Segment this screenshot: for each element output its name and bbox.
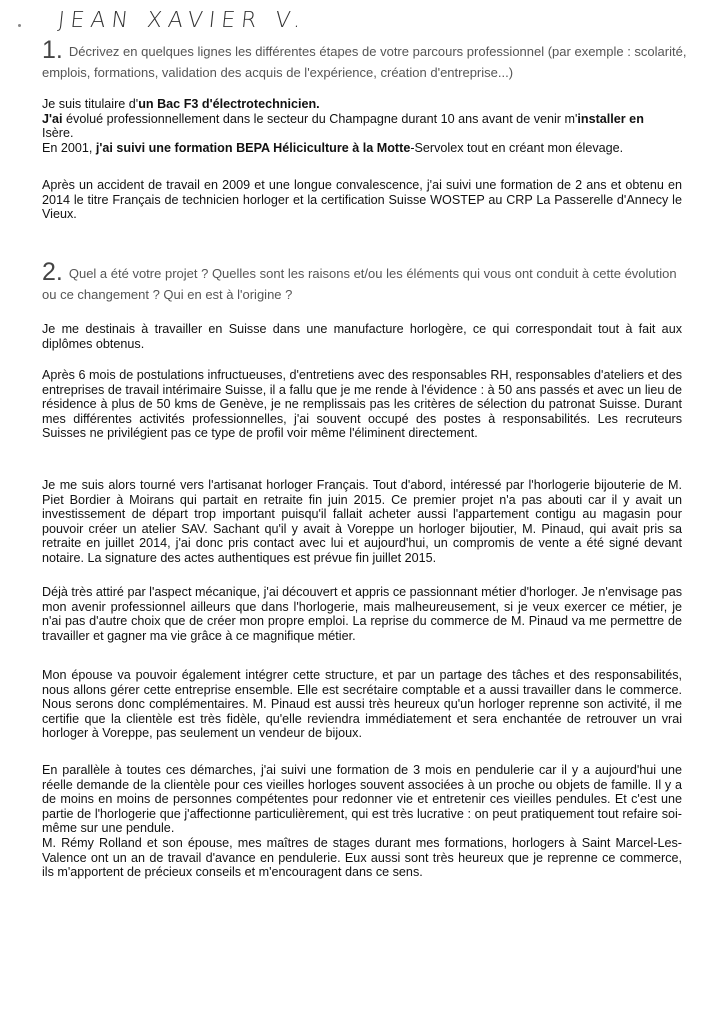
answer-2-paragraph-5 (42, 668, 682, 741)
answer-2-paragraph-4 (42, 585, 682, 643)
pen-mark (18, 24, 21, 27)
text-run-bold: j'ai suivi une formation BEPA Héliciculture à la Motte (95, 140, 411, 155)
text-run: -Servolex tout en créant mon élevage. (410, 140, 624, 155)
question-1-text: Décrivez en quelques lignes les différentes étapes de votre parcours professionnel (par exemple : scolarité, emplois, formations, validation des acquis de l'expérience, création d'entreprise...) (42, 44, 687, 80)
text-run: évolué professionnellement dans le secteur du Champagne durant 10 ans avant de venir m' (62, 111, 578, 126)
paragraph-text: Mon épouse va pouvoir également intégrer cette structure, et par un partage des tâches et des responsabilités, nous allons gérer cette entreprise ensemble. Elle est secrétaire comptable et a aussi travailler dans le commerce. Nous serons donc complémentaires. M. Pinaud est aussi très heureux qu'un horloger reprenne son activité, il me certifie que la clientèle est très fidèle, qu'elle reviendra immédiatement et sera enchantée de retrouver un vrai horloger à Voreppe, pas seulement un vendeur de bijoux. (42, 668, 682, 741)
text-run-bold: J'ai (42, 111, 63, 126)
paragraph-text: Je me destinais à travailler en Suisse dans une manufacture horlogère, ce qui correspondait tout à fait aux diplômes obtenus. (42, 322, 682, 351)
paragraph-text: En parallèle à toutes ces démarches, j'ai suivi une formation de 3 mois en pendulerie car il y a aujourd'hui une réelle demande de la clientèle pour ces vieilles horloges souvent associées à un proche ou objets de famille. Il y a de moins en moins de personnes compétentes pour redonner vie et entretenir ces vieilles pendules. Et c'est une partie de l'horlogerie que j'affectionne particulièrement, qui est très lucrative : on peut pratiquement tout refaire soi-même sur une pendule. (42, 763, 682, 836)
question-2-number: 2. (42, 258, 63, 286)
text-run-bold: installer en (577, 111, 644, 126)
paragraph-text: Déjà très attiré par l'aspect mécanique, j'ai découvert et appris ce passionnant métier d'horloger. Je n'envisage pas mon avenir professionnel ailleurs que dans l'horlogerie, mais malheureusement, si je veux exercer ce métier, je n'ai pas d'autre choix que de créer mon propre emploi. La reprise du commerce de M. Pinaud va me permettre de travailler et gagner ma vie grâce à ce magnifique métier. (42, 585, 682, 643)
paragraph-text: Après un accident de travail en 2009 et une longue convalescence, j'ai suivi une formation de 2 ans et obtenu en 2014 le titre Français de technicien horloger et la certification Suisse WOSTEP au CRP La Passerelle d'Annecy le Vieux. (42, 178, 682, 222)
question-1 (42, 36, 692, 83)
handwritten-name: JEAN XAVIER V. (56, 8, 308, 33)
text-run-bold: un Bac F3 d'électrotechnicien. (138, 97, 320, 111)
question-2-text: Quel a été votre projet ? Quelles sont les raisons et/ou les éléments qui vous ont conduit à cette évolution ou ce changement ? Qui en est à l'origine ? (42, 266, 677, 302)
paragraph-text: M. Rémy Rolland et son épouse, mes maîtres de stages durant mes formations, horlogers à Saint Marcel-Les-Valence ont un an de travail d'avance en pendulerie. Eux aussi sont très heureux que je reprenne ce commerce, ils m'apportent de précieux conseils et m'encouragent dans ce sens. (42, 835, 682, 880)
paragraph-text: Je me suis alors tourné vers l'artisanat horloger Français. Tout d'abord, intéressé par l'horlogerie bijouterie de M. Piet Bordier à Moirans qui partait en retraite fin juin 2015. Ce premier projet n'a pas abouti car il y avait un investissement de départ trop important puisqu'il fallait acheter aussi l'appartement contigu au magasin pour pouvoir créer un atelier SAV. Sachant qu'il y avait à Voreppe un horloger bijoutier, M. Pinaud, qui avait pris sa retraite en juillet 2014, j'ai donc pris contact avec lui et aujourd'hui, un compromis de vente a été signé devant notaire. La signature des actes authentiques est prévue fin juillet 2015. (42, 478, 682, 565)
answer-1-paragraph-2 (42, 178, 682, 222)
text-run: Je suis titulaire d' (42, 97, 139, 111)
question-2 (42, 258, 692, 305)
answer-2-paragraph-6 (42, 763, 682, 880)
text-run: Isère. (42, 126, 74, 141)
answer-2-paragraph-1 (42, 322, 682, 351)
answer-2-paragraph-2 (42, 368, 682, 441)
answer-1-paragraph-1 (42, 97, 682, 155)
paragraph-text: Après 6 mois de postulations infructueuses, d'entretiens avec des responsables RH, responsables d'ateliers et des entreprises de travail intérimaire Suisse, il a fallu que je me rende à l'évidence : à 50 ans passés et avec un lieu de résidence à plus de 50 kms de Genève, je ne remplissais pas les critères de sélection du patronat Suisse. Durant mes différentes activités professionnelles, j'ai souvent occupé des postes à responsabilités. Les recruteurs Suisses ne privilégient pas ce type de profil voir même l'éliminent directement. (42, 368, 682, 441)
answer-2-paragraph-3 (42, 478, 682, 566)
question-1-number: 1. (42, 36, 63, 64)
text-run: En 2001, (42, 140, 96, 155)
